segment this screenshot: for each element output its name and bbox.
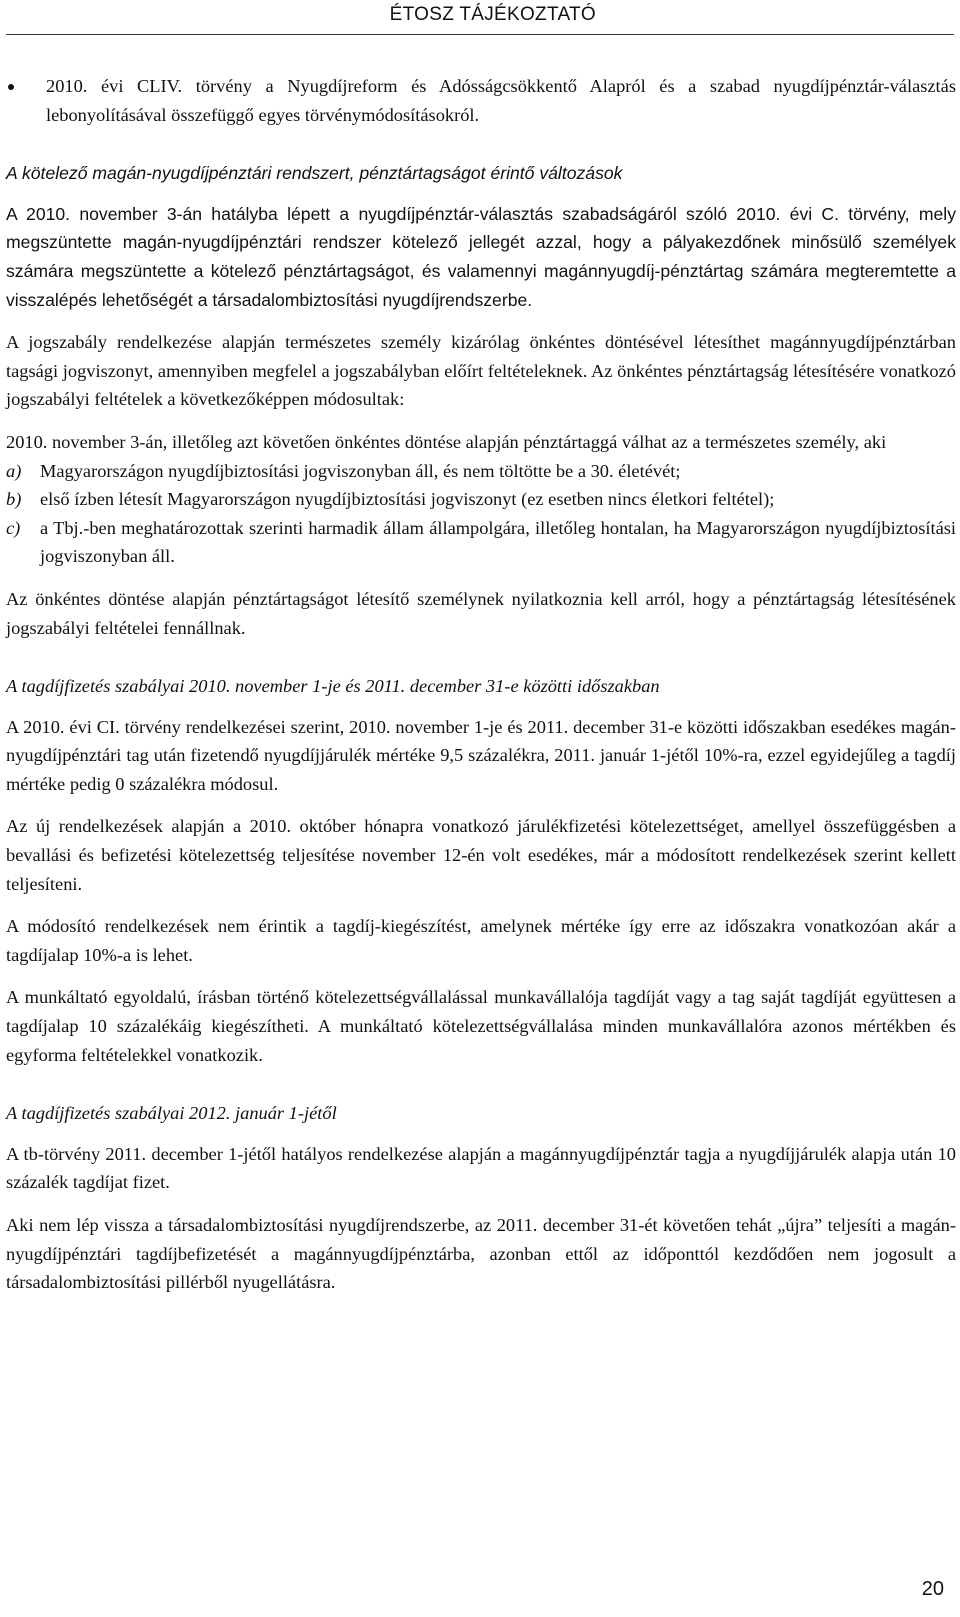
paragraph: A tb-törvény 2011. december 1-jétől hatályos rendelkezése alapján a magánnyugdíjpénztár tagja a nyugdíjjárulék alapja után 10 százalék tagdíjat fizet.: [6, 1143, 956, 1193]
list-item: [6, 485, 956, 514]
list-item-text: a Tbj.-ben meghatározottak szerinti harmadik állam állampolgára, illetőleg hontalan, ha Magyarországon nyugdíjbiztosítási jogviszonyban áll.: [40, 517, 956, 567]
list-item-text: első ízben létesít Magyarországon nyugdíjbiztosítási jogviszonyt (ez esetben nincs életkori feltétel);: [40, 489, 775, 510]
section-intro: A 2010. november 3-án hatályba lépett a nyugdíjpénztár-választás szabadságáról szóló 2010. évi C. törvény, mely megszüntette magán-nyugdíjpénztári rendszer kötelező jellegét azzal, hogy a pályakezdőnek minősülő személyek számára megszüntette a kötelező pénztártagságot, és valamennyi magánnyugdíj-pénztártag számára megteremtette a visszalépés lehetőségét a társadalombiztosítási nyugdíjrendszerbe.: [6, 203, 956, 310]
paragraph: Az új rendelkezések alapján a 2010. október hónapra vonatkozó járulékfizetési kötelezettséget, amellyel összefüggésben a bevallási és befizetési kötelezettség teljesítése november 12-én volt esedékes, már a módosított rendelkezések szerint kellett teljesíteni.: [6, 816, 956, 894]
list-item-label: c): [6, 517, 21, 538]
paragraph: Az önkéntes döntése alapján pénztártagságot létesítő személynek nyilatkoznia kell arról, hogy a pénztártagság létesítésének jogszabályi feltételei fennállnak.: [6, 588, 956, 638]
paragraph: 2010. november 3-án, illetőleg azt követően önkéntes döntése alapján pénztártaggá válhat az a természetes személy, aki: [6, 431, 887, 452]
header-rule: [6, 34, 954, 35]
list-item-label: b): [6, 489, 22, 510]
section-heading-1: A kötelező magán-nyugdíjpénztári rendszert, pénztártagságot érintő változások: [6, 163, 623, 184]
list-item-label: a): [6, 460, 22, 481]
section-heading-3: A tagdíjfizetés szabályai 2012. január 1-jétől: [6, 1103, 337, 1124]
list-item: [6, 457, 956, 486]
page-number: 20: [921, 1578, 944, 1600]
paragraph: A jogszabály rendelkezése alapján természetes személy kizárólag önkéntes döntésével létesíthet magánnyugdíjpénztárban tagsági jogviszonyt, amennyiben megfelel a jogszabályban előírt feltételeknek. Az önkéntes pénztártagság létesítésére vonatkozó jogszabályi feltételek a következőképpen módosultak:: [6, 332, 956, 410]
page-header: [0, 0, 960, 36]
header-title: ÉTOSZ TÁJÉKOZTATÓ: [389, 4, 596, 25]
paragraph: A módosító rendelkezések nem érintik a tagdíj-kiegészítést, amelynek mértéke így erre az időszakra vonatkozóan akár a tagdíjalap 10%-a is lehet.: [6, 916, 956, 965]
list-item-text: Magyarországon nyugdíjbiztosítási jogviszonyban áll, és nem töltötte be a 30. életévét;: [40, 460, 681, 481]
paragraph: Aki nem lép vissza a társadalombiztosítási nyugdíjrendszerbe, az 2011. december 31-ét követően tehát „újra” teljesíti a magán-nyugdíjpénztári tagdíjbefizetését a magánnyugdíjpénztárba, azonban ettől az időponttól kezdődően nem jogosult a társadalombiztosítási pillérből nyugellátásra.: [6, 1215, 956, 1293]
section-heading-2: A tagdíjfizetés szabályai 2010. november 1-je és 2011. december 31-e közötti időszakban: [6, 676, 660, 697]
paragraph: A 2010. évi CI. törvény rendelkezései szerint, 2010. november 1-je és 2011. december 31-e közötti időszakban esedékes magán-nyugdíjpénztári tag után fizetendő nyugdíjjárulék mértéke 9,5 százalékra, 2011. január 1-jétől 10%-ra, ezzel egyidejűleg a tagdíj mértéke pedig 0 százalékra módosul.: [6, 716, 956, 794]
bullet-item: [6, 72, 956, 129]
list-item: [6, 514, 956, 571]
bullet-text: 2010. évi CLIV. törvény a Nyugdíjreform és Adósságcsökkentő Alapról és a szabad nyugdíjpénztár-választás lebonyolításával összefüggő egyes törvénymódosításokról.: [46, 76, 956, 125]
bullet-dot-icon: [8, 84, 14, 90]
document-body: [6, 72, 956, 1297]
paragraph: A munkáltató egyoldalú, írásban történő kötelezettségvállalással munkavállalója tagdíját vagy a tag saját tagdíját együttesen a tagdíjalap 10 százalékáig kiegészítheti. A munkáltató kötelezettségvállalása minden munkavállalóra azonos mértékben és egyforma feltételekkel vonatkozik.: [6, 987, 956, 1065]
